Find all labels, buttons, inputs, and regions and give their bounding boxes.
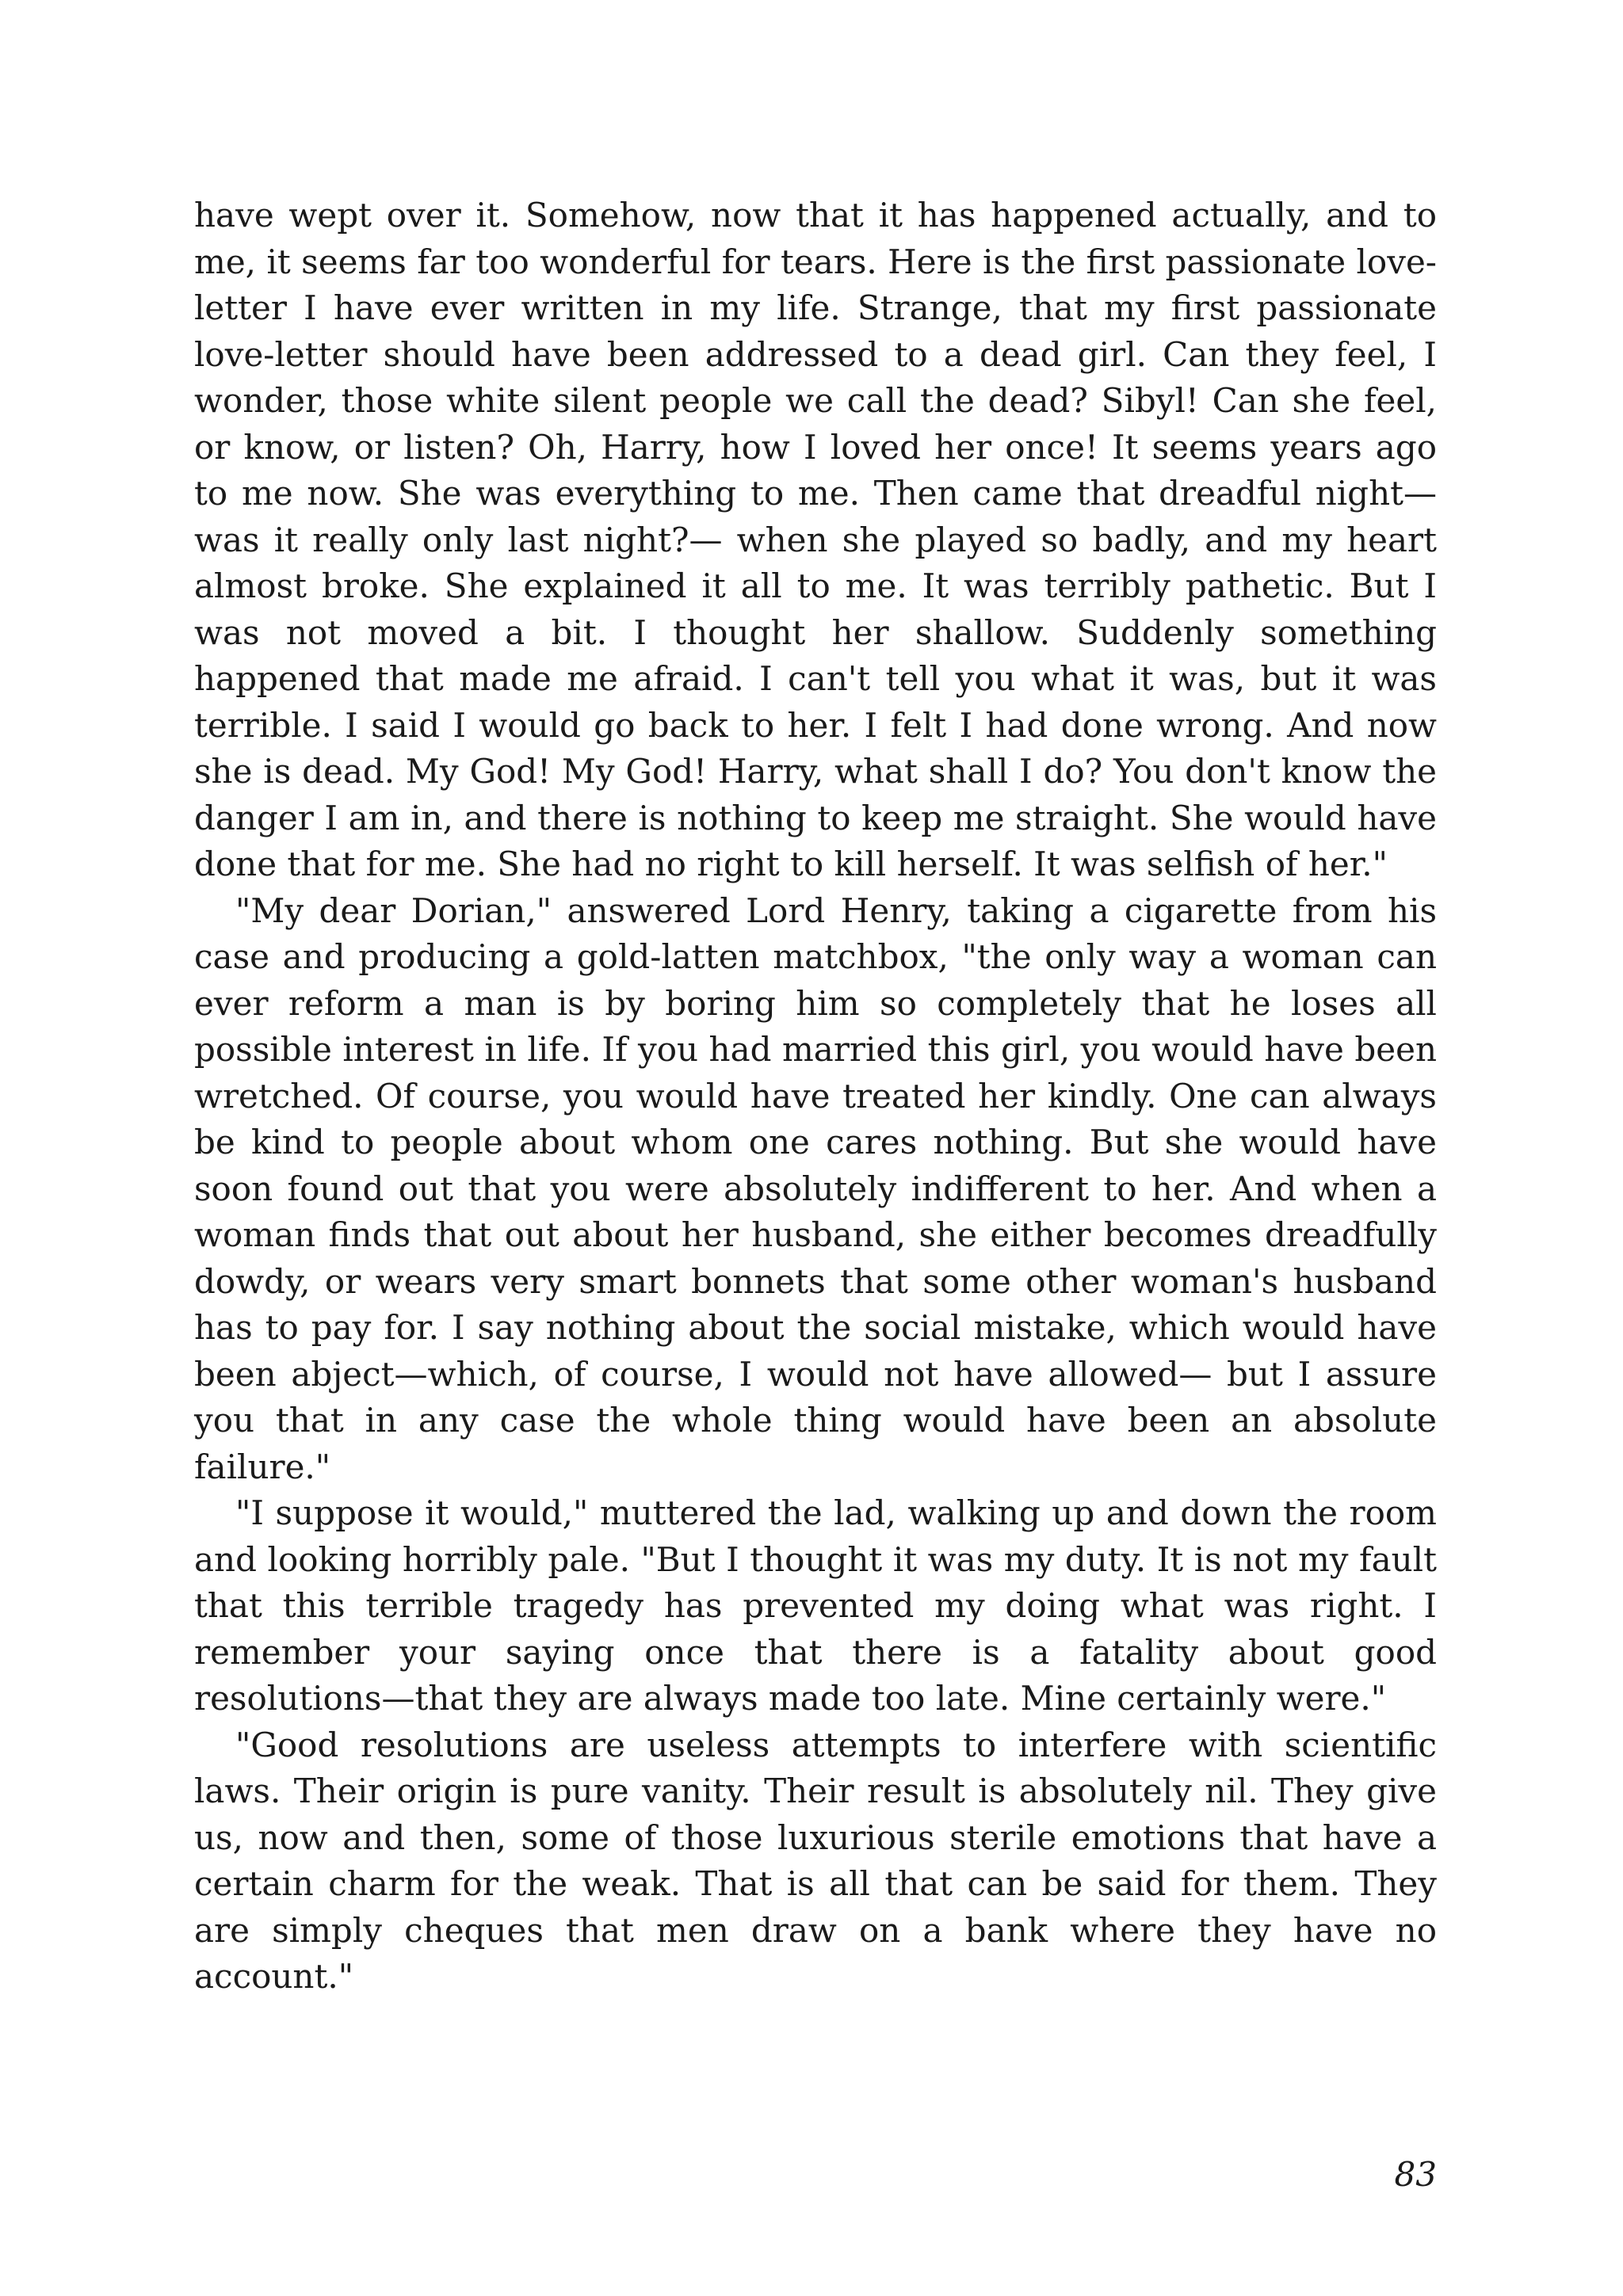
page-number: 83 (1394, 2155, 1437, 2194)
paragraph-good-resolutions: "Good resolutions are useless attempts to interfere with scientific laws. Their origin is pure vanity. Their result is absolutely nil. They give us, now and then, some of those luxurious sterile emotions that have a certain charm for the weak. That is all that can be said for them. They are simply cheques that men draw on a bank where they have no account." (194, 1725, 1437, 1996)
paragraph-continued: have wept over it. Somehow, now that it has happened actually, and to me, it seems far too wonderful for tears. Here is the first passionate love-letter I have ever written in my life. Strange, that my first passionate love-letter should have been addressed to a dead girl. Can they feel, I wonder, those white silent people we call the dead? Sibyl! Can she feel, or know, or listen? Oh, Harry, how I loved her once! It seems years ago to me now. She was everything to me. Then came that dreadful night—was it really only last night?— when she played so badly, and my heart almost broke. She explained it all to me. It was terribly pathetic. But I was not moved a bit. I thought her shallow. Suddenly something happened that made me afraid. I can't tell you what it was, but it was terrible. I said I would go back to her. I felt I had done wrong. And now she is dead. My God! My God! Harry, what shall I do? You don't know the danger I am in, and there is nothing to keep me straight. She would have done that for me. She had no right to kill herself. It was selfish of her." (194, 196, 1437, 883)
paragraph-lord-henry-reply: "My dear Dorian," answered Lord Henry, taking a cigarette from his case and producing a gold-latten matchbox, "the only way a woman can ever reform a man is by boring him so completely that he loses all possible interest in life. If you had married this girl, you would have been wretched. Of course, you would have treated her kindly. One can always be kind to people about whom one cares nothing. But she would have soon found out that you were absolutely indifferent to her. And when a woman finds that out about her husband, she either becomes dreadfully dowdy, or wears very smart bonnets that some other woman's husband has to pay for. I say nothing about the social mistake, which would have been abject—which, of course, I would not have allowed— but I assure you that in any case the whole thing would have been an absolute failure." (194, 891, 1437, 1486)
body-text (194, 193, 1437, 2000)
paragraph-dorian-reply: "I suppose it would," muttered the lad, walking up and down the room and looking horribly pale. "But I thought it was my duty. It is not my fault that this terrible tragedy has prevented my doing what was right. I remember your saying once that there is a fatality about good resolutions—that they are always made too late. Mine certainly were." (194, 1493, 1437, 1718)
